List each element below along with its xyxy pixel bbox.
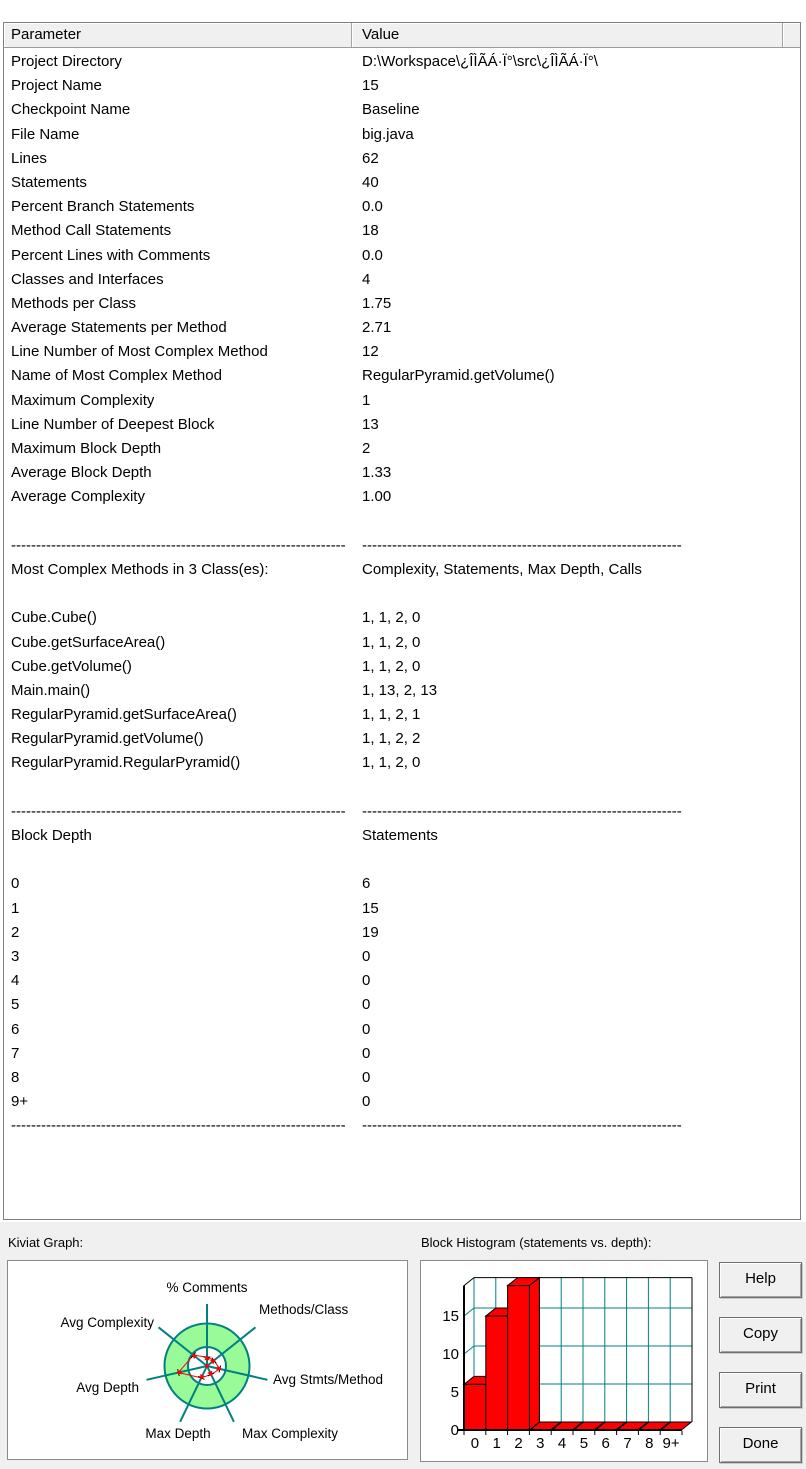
param-cell: RegularPyramid.RegularPyramid() [11,754,241,772]
value-cell: 0 [362,1068,371,1086]
table-row[interactable] [4,292,800,316]
table-row[interactable] [4,98,800,122]
kiviat-center-dot [205,1364,209,1368]
param-cell: Main.main() [11,681,91,699]
table-row[interactable] [4,413,800,437]
param-cell: Block Depth [11,827,92,844]
column-header-spacer[interactable] [783,23,800,47]
value-cell: 1, 1, 2, 2 [362,730,421,748]
x-tick-label: 1 [492,1435,501,1452]
table-row[interactable] [4,897,800,921]
x-tick-label: 2 [514,1435,523,1452]
value-cell: 0.0 [362,246,383,264]
ytick-diagonal [464,1346,474,1354]
done-button[interactable]: Done [719,1427,802,1463]
value-cell: 1, 13, 2, 13 [362,681,438,699]
param-cell: 8 [11,1068,20,1086]
param-cell: 7 [11,1044,20,1062]
param-cell: Maximum Block Depth [11,440,162,457]
param-cell: 2 [11,923,20,941]
value-cell: ---------------------------------------------------------------- [362,802,682,820]
x-tick-label: 7 [623,1435,632,1452]
kiviat-axis-label: % Comments [166,1280,248,1295]
value-cell: ---------------------------------------------------------------- [362,1117,682,1135]
param-cell: 1 [11,899,20,917]
value-cell: 1, 1, 2, 1 [362,706,421,724]
table-row[interactable] [4,534,800,558]
value-cell: D:\Workspace\¿ÎÌÃÁ·Ï°\src\¿ÎÌÃÁ·Ï°\ [362,53,598,70]
table-row[interactable] [4,340,800,364]
value-cell: 62 [362,149,379,167]
param-cell: 5 [11,996,20,1014]
table-row[interactable] [4,268,800,292]
param-cell: Average Statements per Method [11,319,227,337]
param-cell: Methods per Class [11,294,137,312]
table-row[interactable] [4,244,800,268]
table-row[interactable] [4,679,800,703]
x-tick-label: 3 [536,1435,545,1452]
kiviat-axis-label: Avg Stmts/Method [273,1372,384,1387]
param-cell: ------------------------------------------------------------------- [11,802,346,820]
table-row[interactable] [4,872,800,896]
table-row[interactable] [4,510,800,534]
param-cell: Lines [11,149,47,167]
histogram-bar [508,1286,530,1430]
table-row[interactable] [4,848,800,872]
x-tick-label: 8 [645,1435,654,1452]
value-cell: 15 [362,899,379,917]
table-row[interactable] [4,921,800,945]
value-cell: 0 [362,972,371,990]
kiviat-axis-label: Methods/Class [259,1302,349,1317]
value-cell: big.java [362,125,414,143]
histogram-bar-side [529,1278,539,1430]
table-row[interactable] [4,1018,800,1042]
print-button[interactable]: Print [719,1372,802,1408]
param-cell: RegularPyramid.getSurfaceArea() [11,706,237,724]
kiviat-axis-label: Avg Complexity [60,1315,154,1330]
help-button[interactable]: Help [719,1262,802,1298]
table-row[interactable] [4,316,800,340]
table-row[interactable] [4,1114,800,1138]
metrics-rows [4,48,800,1219]
param-cell: Method Call Statements [11,222,172,240]
table-row[interactable] [4,703,800,727]
param-cell: Maximum Complexity [11,391,155,409]
param-cell: Average Block Depth [11,464,152,482]
param-cell: ------------------------------------------------------------------- [11,536,346,554]
param-cell: 4 [11,972,20,990]
table-row[interactable] [4,631,800,655]
kiviat-graph-svg [8,1261,407,1459]
bottom-panel [0,1222,806,1469]
value-cell: Baseline [362,101,420,119]
param-cell: Line Number of Deepest Block [11,415,215,433]
param-cell: File Name [11,125,80,143]
value-cell: 2.71 [362,319,392,337]
table-row[interactable] [4,171,800,195]
value-cell: 0 [362,947,371,965]
table-row[interactable] [4,219,800,243]
table-row[interactable] [4,993,800,1017]
kiviat-axis-label: Max Complexity [241,1426,339,1441]
table-row[interactable] [4,123,800,147]
table-row[interactable] [4,606,800,630]
table-row[interactable] [4,558,800,582]
param-cell: Name of Most Complex Method [11,367,222,385]
param-cell: Line Number of Most Complex Method [11,343,268,361]
y-tick-label: 15 [442,1308,459,1325]
value-cell: 13 [362,415,379,433]
value-cell: 0 [362,1044,371,1062]
table-row[interactable] [4,727,800,751]
y-tick-label: 0 [450,1422,459,1439]
table-row[interactable] [4,582,800,606]
value-cell: 1, 1, 2, 0 [362,609,421,627]
param-cell: Cube.getVolume() [11,657,132,675]
value-cell: 0.0 [362,198,383,216]
value-cell: ---------------------------------------------------------------- [362,536,682,554]
param-cell: Checkpoint Name [11,101,131,119]
kiviat-graph-label: Kiviat Graph: [8,1235,84,1250]
table-row[interactable] [4,50,800,74]
wall-top-edge [464,1278,474,1286]
value-cell: 1, 1, 2, 0 [362,633,421,651]
x-tick-label: 6 [601,1435,610,1452]
y-tick-label: 5 [450,1384,459,1401]
param-cell: 9+ [11,1093,29,1111]
ytick-diagonal [464,1308,474,1316]
param-cell: ------------------------------------------------------------------- [11,1117,346,1135]
column-header-value[interactable]: Value [352,23,783,47]
table-row[interactable] [4,1042,800,1066]
table-row[interactable] [4,655,800,679]
value-cell: 2 [362,440,371,457]
table-row[interactable] [4,461,800,485]
column-header-parameter[interactable]: Parameter [4,23,352,47]
table-row[interactable] [4,195,800,219]
histogram-bar [486,1316,508,1430]
param-cell: RegularPyramid.getVolume() [11,730,204,748]
param-cell: Cube.Cube() [11,609,97,627]
table-row[interactable] [4,147,800,171]
param-cell: Average Complexity [11,488,145,506]
value-cell: 40 [362,173,379,191]
value-cell: 4 [362,270,371,288]
value-cell: 1 [362,391,371,409]
table-row[interactable] [4,1090,800,1114]
table-row[interactable] [4,74,800,98]
table-row[interactable] [4,485,800,509]
table-row[interactable] [4,945,800,969]
param-cell: 6 [11,1020,20,1038]
table-row[interactable] [4,751,800,775]
table-row[interactable] [4,800,800,824]
param-cell: Percent Lines with Comments [11,246,211,264]
param-cell: Project Directory [11,53,122,70]
block-histogram-svg [421,1261,707,1461]
table-row[interactable] [4,389,800,413]
value-cell: 1.33 [362,464,392,482]
kiviat-axis-label: Max Depth [145,1426,211,1441]
table-row[interactable] [4,364,800,388]
x-tick-label: 9+ [662,1435,680,1452]
kiviat-axis-label: Avg Depth [76,1380,139,1395]
value-cell: 15 [362,77,379,95]
value-cell: 19 [362,923,379,941]
param-cell: Project Name [11,77,102,95]
value-cell: Statements [362,827,438,844]
list-header [4,23,800,48]
value-cell: 0 [362,996,371,1014]
value-cell: 1.00 [362,488,392,506]
value-cell: 1, 1, 2, 0 [362,754,421,772]
value-cell: 12 [362,343,379,361]
param-cell: 3 [11,947,20,965]
histogram-bar [464,1384,486,1430]
block-histogram-label: Block Histogram (statements vs. depth): [421,1235,652,1250]
table-row[interactable] [4,1066,800,1090]
param-cell: Statements [11,173,87,191]
x-tick-label: 0 [470,1435,480,1452]
table-row[interactable] [4,776,800,800]
x-tick-label: 5 [579,1435,589,1452]
y-tick-label: 10 [442,1346,459,1363]
param-cell: Most Complex Methods in 3 Class(es): [11,560,269,578]
value-cell: RegularPyramid.getVolume() [362,367,555,385]
value-cell: 1, 1, 2, 0 [362,657,421,675]
value-cell: 0 [362,1093,371,1111]
copy-button[interactable]: Copy [719,1317,802,1353]
value-cell: 6 [362,875,371,893]
value-cell: 1.75 [362,294,392,312]
param-cell: 0 [11,875,20,893]
table-row[interactable] [4,824,800,848]
param-cell: Cube.getSurfaceArea() [11,633,166,651]
x-tick-label: 4 [557,1435,567,1452]
block-histogram [420,1260,708,1462]
table-row[interactable] [4,437,800,461]
value-cell: Complexity, Statements, Max Depth, Calls [362,560,642,578]
value-cell: 18 [362,222,379,240]
metrics-report-list[interactable] [3,22,801,1220]
value-cell: 0 [362,1020,371,1038]
kiviat-graph [7,1260,408,1460]
param-cell: Classes and Interfaces [11,270,164,288]
table-row[interactable] [4,969,800,993]
param-cell: Percent Branch Statements [11,198,195,216]
